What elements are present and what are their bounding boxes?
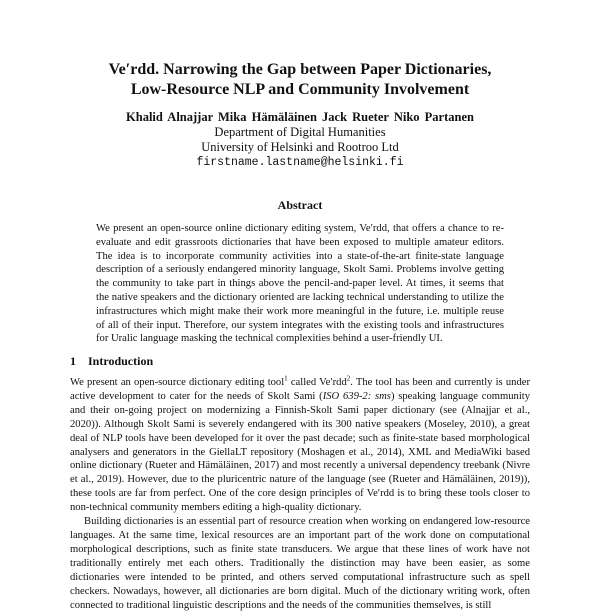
introduction-body [70,376,530,612]
section-title: Introduction [88,354,154,368]
footnote-marker-1[interactable]: 1 [284,374,288,383]
paper-title [0,60,600,100]
affiliation-department: Department of Digital Humanities [214,125,386,139]
abstract-text: We present an open-source online dictionary editing system, Ve′rdd, that offers a chance to re-evaluate and edit grassroots dictionaries that have been exposed to multiple amateur editors. The idea is to incorporate community activities into a state-of-the-art finite-state language description of a seriously endangered minority language, Skolt Sami. Problems involve getting the community to take part in things above the pencil-and-paper level. At times, it seems that the native speakers and the dictionary oriented are lacking technical understanding to utilize the infrastructures which might make their work more meaningful in the future, i.e. multiple reuse of all of their input. Therefore, our system integrates with the existing tools and infrastructures for Uralic language masking the technical complexities behind a user-friendly UI. [96,223,504,345]
p1-part-a: We present an open-source dictionary editing tool [70,377,285,388]
p1-part-c: . The tool has been and currently is under active development to cater for the needs of Skolt Sami ( [70,377,530,402]
title-line-1: Ve′rdd. Narrowing the Gap between Paper Dictionaries, [108,61,492,78]
abstract-heading: Abstract [277,198,323,212]
author-list: Khalid Alnajjar Mika Hämäläinen Jack Rueter Niko Partanen [126,110,474,124]
footnote-marker-2[interactable]: 2 [346,374,351,383]
p1-part-d: ) speaking language community and their on-going project on modernizing a Finnish-Skolt Sami paper dictionary (see (Alnajjar et al., 2020)). Although Skolt Sami is severely endangered with its 300 native speakers (Moseley, 2010), a great deal of NLP tools have been developed for it over the past decade; such as finite-state based morphological analysers and generators in the GiellaLT repository (Moshagen et al., 2014), XML and MediaWiki based online dictionary (Rueter and Hämäläinen, 2017) and most recently a universal dependency treebank (Nivre et al., 2019). However, due to the pluricentric nature of the language (see (Rueter and Hämäläinen, 2019)), these tools are far from perfect. One of the core design principles of Ve′rdd is to bring these tools closer to non-technical community members editing a high-quality dictionary. [70,390,531,514]
title-line-2: Low-Resource NLP and Community Involvement [130,81,470,98]
affiliation-block [0,125,600,170]
author-email: firstname.lastname@helsinki.fi [196,156,404,169]
p1-part-b: called Ve′rdd [287,377,347,388]
iso-code: ISO 639-2: sms [322,390,391,402]
intro-paragraph-2: Building dictionaries is an essential part of resource creation when working on endangered low-resource languages. At the same time, lexical resources are an important part of the work done on computational morphological descriptions, such as finite state transducers. We argue that these lines of work have not traditionally entirely met each others. Traditionally the distinction may have been easier, as some dictionaries were intended to be printed, and others served computational infrastructure such as spell checkers. Nowadays, however, all dictionaries are born digital. Much of the dictionary writing work, often connected to traditional linguistic descriptions and the needs of the communities themselves, is still [70,516,530,611]
intro-paragraph-1 [70,376,530,515]
section-heading-introduction [70,354,153,369]
affiliation-university: University of Helsinki and Rootroo Ltd [201,140,399,154]
section-number: 1 [70,354,76,368]
